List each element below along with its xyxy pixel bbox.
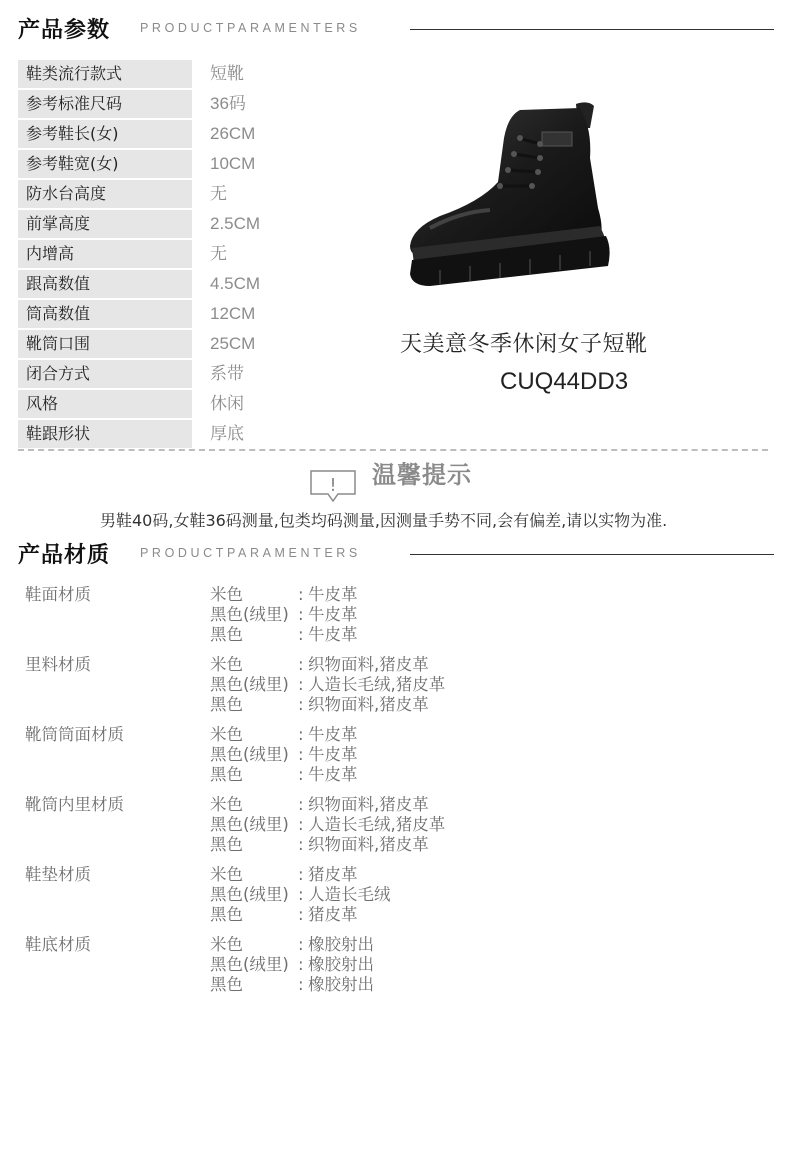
colon-separator: : bbox=[298, 585, 304, 604]
param-row bbox=[18, 419, 358, 449]
material-value: 人造长毛绒,猪皮革 bbox=[308, 675, 446, 694]
material-line bbox=[210, 865, 391, 885]
colon-separator: : bbox=[298, 835, 304, 854]
colon-separator: : bbox=[298, 955, 304, 974]
param-label: 前掌高度 bbox=[18, 210, 192, 238]
colon-separator: : bbox=[298, 695, 304, 714]
material-value: 织物面料,猪皮革 bbox=[308, 835, 429, 854]
material-lines bbox=[210, 935, 374, 1005]
param-row bbox=[18, 89, 358, 119]
param-value: 短靴 bbox=[210, 64, 244, 83]
material-line bbox=[210, 745, 358, 765]
material-value: 牛皮革 bbox=[308, 585, 358, 604]
material-color: 黑色 bbox=[210, 765, 243, 784]
material-line bbox=[210, 725, 358, 745]
material-name: 鞋底材质 bbox=[25, 935, 91, 954]
param-value: 系带 bbox=[210, 364, 244, 383]
material-line bbox=[210, 885, 391, 905]
material-color: 黑色(绒里) bbox=[210, 605, 289, 624]
param-label: 闭合方式 bbox=[18, 360, 192, 388]
material-name: 鞋面材质 bbox=[25, 585, 91, 604]
material-color: 米色 bbox=[210, 865, 243, 884]
material-color: 黑色(绒里) bbox=[210, 955, 289, 974]
material-line bbox=[210, 655, 445, 675]
materials-section-subtitle: PRODUCTPARAMENTERS bbox=[140, 546, 361, 560]
tip-text: 男鞋40码,女鞋36码测量,包类均码测量,因测量手势不同,会有偏差,请以实物为准. bbox=[100, 511, 668, 530]
material-line bbox=[210, 975, 374, 995]
material-value: 猪皮革 bbox=[308, 865, 358, 884]
material-value: 牛皮革 bbox=[308, 625, 358, 644]
material-value: 牛皮革 bbox=[308, 605, 358, 624]
param-label: 内增高 bbox=[18, 240, 192, 268]
material-line bbox=[210, 835, 445, 855]
param-row bbox=[18, 359, 358, 389]
material-color: 米色 bbox=[210, 935, 243, 954]
material-line bbox=[210, 675, 445, 695]
params-section-header bbox=[0, 5, 790, 45]
colon-separator: : bbox=[298, 885, 304, 904]
material-color: 黑色 bbox=[210, 695, 243, 714]
material-name: 靴筒内里材质 bbox=[25, 795, 124, 814]
material-line bbox=[210, 955, 374, 975]
param-value: 无 bbox=[210, 184, 227, 203]
material-color: 黑色(绒里) bbox=[210, 815, 289, 834]
param-value: 10CM bbox=[210, 154, 256, 173]
product-name: 天美意冬季休闲女子短靴 bbox=[400, 332, 648, 357]
material-value: 人造长毛绒,猪皮革 bbox=[308, 815, 446, 834]
material-group bbox=[25, 935, 765, 1005]
param-label: 鞋跟形状 bbox=[18, 420, 192, 448]
param-row bbox=[18, 389, 358, 419]
material-lines bbox=[210, 655, 445, 725]
param-row bbox=[18, 269, 358, 299]
param-row bbox=[18, 119, 358, 149]
material-value: 橡胶射出 bbox=[308, 975, 374, 994]
materials-section-title: 产品材质 bbox=[18, 543, 111, 568]
param-row bbox=[18, 59, 358, 89]
param-label: 筒高数值 bbox=[18, 300, 192, 328]
colon-separator: : bbox=[298, 655, 304, 674]
divider bbox=[410, 554, 774, 555]
speech-bubble-exclamation-icon bbox=[310, 470, 356, 502]
param-label: 参考标准尺码 bbox=[18, 90, 192, 118]
material-line bbox=[210, 795, 445, 815]
material-color: 黑色(绒里) bbox=[210, 885, 289, 904]
material-color: 黑色(绒里) bbox=[210, 675, 289, 694]
param-row bbox=[18, 209, 358, 239]
params-table bbox=[18, 59, 358, 449]
param-value: 无 bbox=[210, 244, 227, 263]
material-color: 黑色 bbox=[210, 835, 243, 854]
colon-separator: : bbox=[298, 815, 304, 834]
material-color: 米色 bbox=[210, 795, 243, 814]
material-line bbox=[210, 935, 374, 955]
material-color: 米色 bbox=[210, 725, 243, 744]
param-row bbox=[18, 239, 358, 269]
param-value: 4.5CM bbox=[210, 274, 261, 293]
param-row bbox=[18, 149, 358, 179]
material-group bbox=[25, 655, 765, 725]
divider bbox=[410, 29, 774, 30]
params-section-title: 产品参数 bbox=[18, 18, 111, 43]
material-value: 织物面料,猪皮革 bbox=[308, 695, 429, 714]
material-line bbox=[210, 815, 445, 835]
param-value: 厚底 bbox=[210, 424, 244, 443]
material-lines bbox=[210, 725, 358, 795]
dashed-divider bbox=[18, 449, 768, 451]
material-line bbox=[210, 905, 391, 925]
colon-separator: : bbox=[298, 725, 304, 744]
material-value: 牛皮革 bbox=[308, 765, 358, 784]
product-boot-image bbox=[400, 98, 615, 293]
material-name: 靴筒筒面材质 bbox=[25, 725, 124, 744]
colon-separator: : bbox=[298, 905, 304, 924]
materials-section-header bbox=[0, 530, 790, 570]
param-value: 2.5CM bbox=[210, 214, 261, 233]
material-name: 里料材质 bbox=[25, 655, 91, 674]
param-value: 12CM bbox=[210, 304, 256, 323]
material-name: 鞋垫材质 bbox=[25, 865, 91, 884]
material-color: 黑色(绒里) bbox=[210, 745, 289, 764]
colon-separator: : bbox=[298, 865, 304, 884]
materials-list bbox=[25, 585, 765, 1005]
product-code: CUQ44DD3 bbox=[500, 368, 629, 395]
param-row bbox=[18, 299, 358, 329]
material-color: 黑色 bbox=[210, 905, 243, 924]
colon-separator: : bbox=[298, 745, 304, 764]
material-group bbox=[25, 865, 765, 935]
param-value: 26CM bbox=[210, 124, 256, 143]
material-group bbox=[25, 585, 765, 655]
material-value: 猪皮革 bbox=[308, 905, 358, 924]
material-lines bbox=[210, 865, 391, 935]
material-color: 黑色 bbox=[210, 625, 243, 644]
material-value: 牛皮革 bbox=[308, 725, 358, 744]
material-lines bbox=[210, 585, 358, 655]
param-row bbox=[18, 179, 358, 209]
param-value: 25CM bbox=[210, 334, 256, 353]
param-label: 参考鞋长(女) bbox=[18, 120, 192, 148]
material-value: 织物面料,猪皮革 bbox=[308, 795, 429, 814]
material-value: 橡胶射出 bbox=[308, 935, 374, 954]
material-value: 牛皮革 bbox=[308, 745, 358, 764]
material-line bbox=[210, 695, 445, 715]
param-row bbox=[18, 329, 358, 359]
material-line bbox=[210, 605, 358, 625]
colon-separator: : bbox=[298, 605, 304, 624]
material-line bbox=[210, 585, 358, 605]
material-value: 人造长毛绒 bbox=[308, 885, 391, 904]
material-color: 黑色 bbox=[210, 975, 243, 994]
colon-separator: : bbox=[298, 675, 304, 694]
colon-separator: : bbox=[298, 765, 304, 784]
param-label: 靴筒口围 bbox=[18, 330, 192, 358]
param-label: 鞋类流行款式 bbox=[18, 60, 192, 88]
material-line bbox=[210, 765, 358, 785]
material-value: 橡胶射出 bbox=[308, 955, 374, 974]
colon-separator: : bbox=[298, 625, 304, 644]
material-color: 米色 bbox=[210, 655, 243, 674]
param-label: 防水台高度 bbox=[18, 180, 192, 208]
exclamation-glyph: ! bbox=[329, 475, 337, 496]
param-label: 跟高数值 bbox=[18, 270, 192, 298]
material-color: 米色 bbox=[210, 585, 243, 604]
colon-separator: : bbox=[298, 795, 304, 814]
colon-separator: : bbox=[298, 935, 304, 954]
material-lines bbox=[210, 795, 445, 865]
param-value: 36码 bbox=[210, 94, 246, 113]
material-group bbox=[25, 795, 765, 865]
colon-separator: : bbox=[298, 975, 304, 994]
params-section-subtitle: PRODUCTPARAMENTERS bbox=[140, 21, 361, 35]
material-value: 织物面料,猪皮革 bbox=[308, 655, 429, 674]
tip-title: 温馨提示 bbox=[372, 461, 472, 489]
material-line bbox=[210, 625, 358, 645]
param-label: 风格 bbox=[18, 390, 192, 418]
param-label: 参考鞋宽(女) bbox=[18, 150, 192, 178]
material-group bbox=[25, 725, 765, 795]
param-value: 休闲 bbox=[210, 394, 244, 413]
